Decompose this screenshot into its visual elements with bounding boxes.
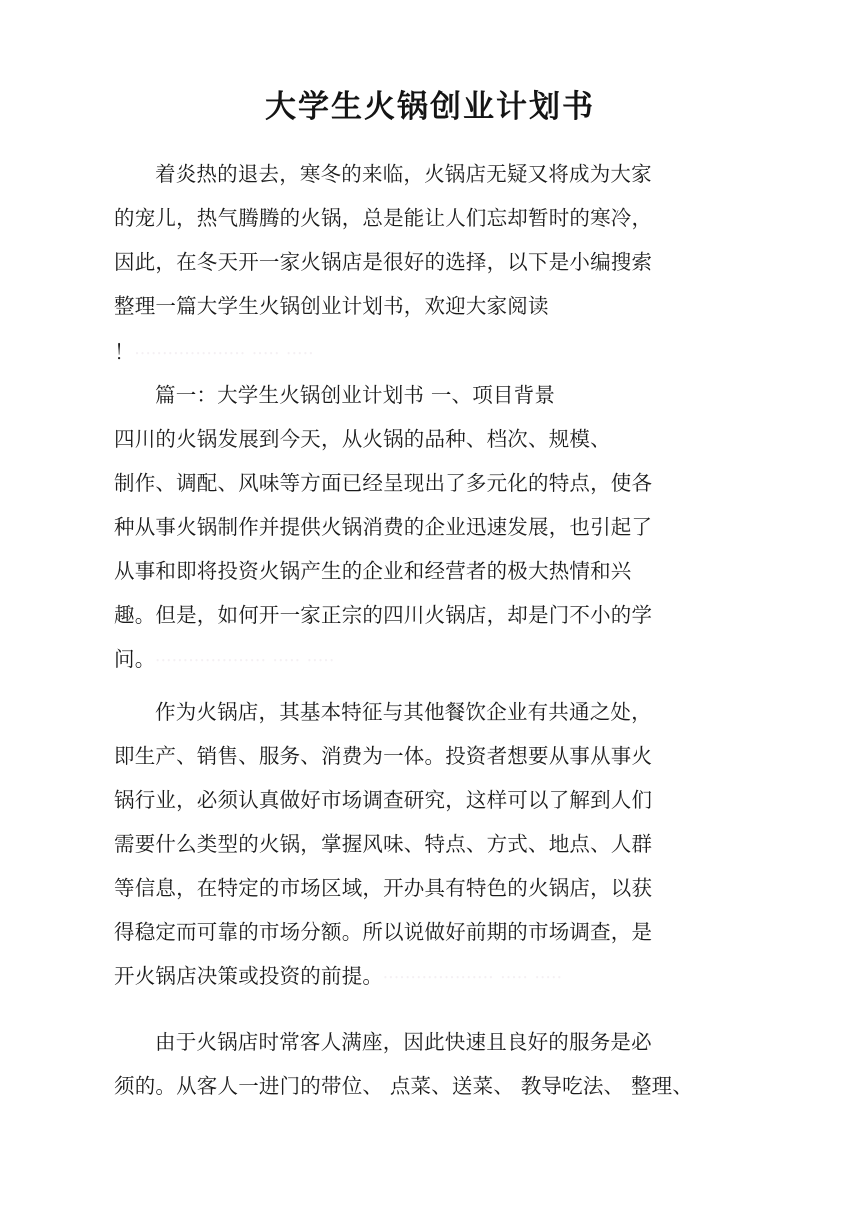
section1-line-6 (114, 637, 680, 683)
section2-line-7-text: 开火锅店决策或投资的前提。 (114, 964, 384, 988)
section1-line-3: 种从事火锅制作并提供火锅消费的企业迅速发展，也引起了 (114, 515, 653, 539)
section3-line-1: 由于火锅店时常客人满座，因此快速且良好的服务是必 (155, 1030, 652, 1054)
intro-line-3: 因此，在冬天开一家火锅店是很好的选择，以下是小编搜索 (114, 250, 653, 274)
section1-line-1: 四川的火锅发展到今天，从火锅的品种、档次、规模、 (114, 427, 611, 451)
intro-line-4: 整理一篇大学生火锅创业计划书，欢迎大家阅读 (114, 294, 549, 318)
section3-line-2: 须的。从客人一进门的带位、 点菜、送菜、 教导吃法、 整理、 (114, 1074, 694, 1098)
paragraph-section-1 (114, 373, 680, 683)
paragraph-section-2 (114, 690, 680, 1000)
section2-line-3: 锅行业，必须认真做好市场调查研究，这样可以了解到人们 (114, 788, 653, 812)
paragraph-intro (114, 152, 680, 328)
section2-line-4: 需要什么类型的火锅，掌握风味、特点、方式、地点、人群 (114, 832, 653, 856)
exclamation-row (114, 330, 680, 376)
section2-line-7 (114, 954, 680, 1000)
scan-ghost-artifact: ⸱⸱⸱⸱⸱⸱⸱⸱⸱⸱⸱⸱⸱⸱⸱⸱⸱⸱⸱⸱ ⸱⸱⸱⸱⸱ ⸱⸱⸱⸱⸱ (383, 968, 563, 988)
section1-line-4: 从事和即将投资火锅产生的企业和经营者的极大热情和兴 (114, 559, 632, 583)
section1-line-6-text: 问。 (114, 647, 156, 671)
section1-heading: 篇一：大学生火锅创业计划书 一、项目背景 (155, 383, 556, 407)
section2-line-5: 等信息，在特定的市场区域，开办具有特色的火锅店，以获 (114, 876, 653, 900)
page-title: 大学生火锅创业计划书 (265, 89, 595, 125)
scan-ghost-artifact: ⸱⸱⸱⸱⸱⸱⸱⸱⸱⸱⸱⸱⸱⸱⸱⸱⸱⸱⸱⸱ ⸱⸱⸱⸱⸱ ⸱⸱⸱⸱⸱ (155, 651, 335, 671)
section2-line-2: 即生产、销售、服务、消费为一体。投资者想要从事从事火 (114, 744, 653, 768)
paragraph-exclamation (114, 330, 680, 376)
section1-line-2: 制作、调配、风味等方面已经呈现出了多元化的特点，使各 (114, 471, 653, 495)
paragraph-section-3 (114, 1020, 694, 1108)
intro-line-1: 着炎热的退去，寒冬的来临，火锅店无疑又将成为大家 (155, 162, 652, 186)
exclamation-mark: ！ (114, 340, 135, 364)
intro-line-2: 的宠儿，热气腾腾的火锅，总是能让人们忘却暂时的寒冷， (114, 206, 653, 230)
section2-line-6: 得稳定而可靠的市场分额。所以说做好前期的市场调查，是 (114, 920, 653, 944)
section2-line-1: 作为火锅店，其基本特征与其他餐饮企业有共通之处， (155, 700, 652, 724)
scan-ghost-artifact: ⸱⸱⸱⸱⸱⸱⸱⸱⸱⸱⸱⸱⸱⸱⸱⸱⸱⸱⸱⸱ ⸱⸱⸱⸱⸱ ⸱⸱⸱⸱⸱ (134, 344, 315, 364)
section1-line-5: 趣。但是，如何开一家正宗的四川火锅店，却是门不小的学 (114, 603, 653, 627)
